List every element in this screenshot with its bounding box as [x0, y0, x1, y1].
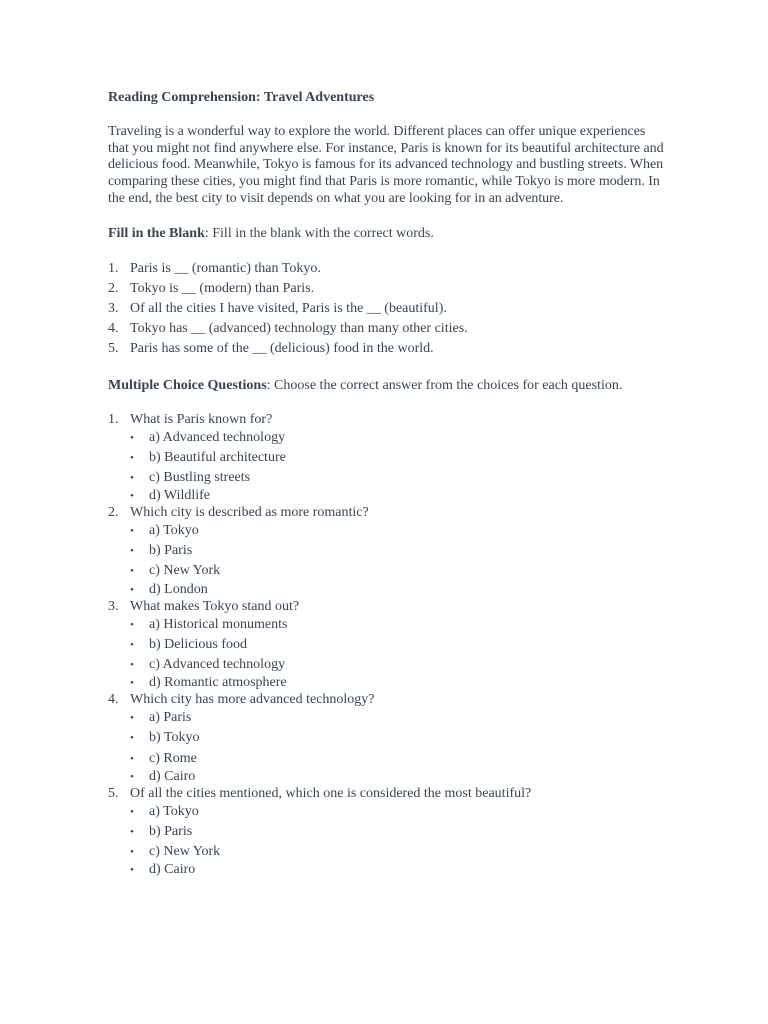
bullet-icon: •: [130, 752, 134, 765]
bullet-icon: •: [130, 638, 134, 651]
option-text: c) Advanced technology: [149, 657, 286, 673]
option-item: [108, 769, 668, 785]
fill-in-number: 4.: [108, 321, 119, 337]
fill-in-text: Tokyo is __ (modern) than Paris.: [130, 280, 315, 296]
option-text: d) Cairo: [149, 862, 196, 878]
bullet-icon: •: [130, 659, 134, 672]
fill-in-number: 3.: [108, 300, 119, 316]
option-text: a) Advanced technology: [149, 429, 286, 445]
fill-in-text: Tokyo has __ (advanced) technology than many other cities.: [130, 321, 468, 337]
question-text: What makes Tokyo stand out?: [130, 598, 300, 614]
fill-in-instruction: : Fill in the blank with the correct words.: [204, 225, 434, 241]
question-text: Of all the cities mentioned, which one is considered the most beautiful?: [130, 785, 532, 801]
fill-in-text: Of all the cities I have visited, Paris is the __ (beautiful).: [130, 300, 447, 316]
question-text: What is Paris known for?: [130, 411, 273, 427]
option-text: c) New York: [149, 844, 221, 860]
bullet-icon: •: [130, 712, 134, 725]
option-item: [108, 582, 668, 598]
fill-in-text: Paris is __ (romantic) than Tokyo.: [130, 260, 321, 276]
bullet-icon: •: [130, 677, 134, 690]
bullet-icon: •: [130, 618, 134, 631]
question-item: [108, 785, 668, 879]
bullet-icon: •: [130, 471, 134, 484]
question-item: [108, 598, 668, 692]
bullet-icon: •: [130, 770, 134, 783]
option-text: b) Paris: [149, 543, 193, 559]
fill-in-item: [108, 299, 668, 319]
document-title: Reading Comprehension: Travel Adventures: [108, 90, 375, 105]
option-text: a) Historical monuments: [149, 616, 288, 632]
question-number: 2.: [108, 505, 119, 521]
bullet-icon: •: [130, 846, 134, 859]
option-list: [108, 802, 668, 879]
fill-in-text: Paris has some of the __ (delicious) food in the world.: [130, 341, 434, 357]
fill-in-heading: [108, 224, 668, 244]
question-text: Which city is described as more romantic?: [130, 505, 369, 521]
fill-in-item: [108, 259, 668, 279]
option-item: [108, 655, 668, 675]
fill-in-number: 1.: [108, 260, 119, 276]
option-text: c) Rome: [149, 750, 197, 766]
reading-passage: Traveling is a wonderful way to explore the world. Different places can offer unique experiences that you might not find anywhere else. For instance, Paris is known for its beautiful architecture and delicious food. Meanwhile, Tokyo is famous for its advanced technology and bustling streets. When comparing these cities, you might find that Paris is more romantic, while Tokyo is more modern. In the end, the best city to visit depends on what you are looking for in an adventure.: [108, 124, 664, 206]
fill-in-number: 2.: [108, 280, 119, 296]
option-item: [108, 862, 668, 878]
option-item: [108, 749, 668, 769]
question-number: 3.: [108, 598, 119, 614]
bullet-icon: •: [130, 490, 134, 503]
option-item: [108, 675, 668, 691]
question-item: [108, 504, 668, 598]
bullet-icon: •: [130, 451, 134, 464]
bullet-icon: •: [130, 732, 134, 745]
option-item: [108, 468, 668, 488]
multiple-choice-heading: [108, 376, 668, 396]
bullet-icon: •: [130, 805, 134, 818]
option-text: d) Wildlife: [149, 488, 210, 504]
option-item: [108, 428, 668, 448]
bullet-icon: •: [130, 525, 134, 538]
option-text: d) Romantic atmosphere: [149, 675, 287, 691]
option-list: [108, 615, 668, 692]
question-item: [108, 411, 668, 505]
option-text: b) Beautiful architecture: [149, 449, 286, 465]
option-text: b) Paris: [149, 823, 193, 839]
option-text: c) Bustling streets: [149, 469, 251, 485]
bullet-icon: •: [130, 864, 134, 877]
bullet-icon: •: [130, 431, 134, 444]
option-list: [108, 708, 668, 785]
option-item: [108, 635, 668, 655]
option-text: b) Tokyo: [149, 730, 200, 746]
option-item: [108, 615, 668, 635]
question-number: 1.: [108, 411, 119, 427]
question-text: Which city has more advanced technology?: [130, 692, 375, 708]
fill-in-number: 5.: [108, 341, 119, 357]
option-item: [108, 488, 668, 504]
fill-in-item: [108, 279, 668, 299]
multiple-choice-list: [108, 411, 668, 879]
multiple-choice-heading-label: Multiple Choice Questions: [108, 377, 267, 393]
option-list: [108, 428, 668, 505]
fill-in-item: [108, 319, 668, 339]
option-item: [108, 541, 668, 561]
option-text: a) Tokyo: [149, 523, 199, 539]
option-item: [108, 561, 668, 581]
question-number: 5.: [108, 785, 119, 801]
document-page: [108, 88, 668, 878]
question-item: [108, 691, 668, 785]
option-item: [108, 521, 668, 541]
multiple-choice-instruction: : Choose the correct answer from the choices for each question.: [266, 377, 623, 393]
option-item: [108, 822, 668, 842]
option-text: a) Paris: [149, 710, 192, 726]
option-text: a) Tokyo: [149, 803, 199, 819]
option-text: d) Cairo: [149, 768, 196, 784]
question-number: 4.: [108, 692, 119, 708]
bullet-icon: •: [130, 825, 134, 838]
option-item: [108, 842, 668, 862]
option-list: [108, 521, 668, 598]
bullet-icon: •: [130, 545, 134, 558]
fill-in-list: [108, 259, 668, 360]
option-text: c) New York: [149, 563, 221, 579]
bullet-icon: •: [130, 583, 134, 596]
option-item: [108, 708, 668, 728]
fill-in-heading-label: Fill in the Blank: [108, 225, 205, 241]
bullet-icon: •: [130, 565, 134, 578]
fill-in-item: [108, 339, 668, 359]
option-item: [108, 802, 668, 822]
option-text: d) London: [149, 581, 208, 597]
option-item: [108, 448, 668, 468]
option-text: b) Delicious food: [149, 636, 247, 652]
option-item: [108, 728, 668, 748]
